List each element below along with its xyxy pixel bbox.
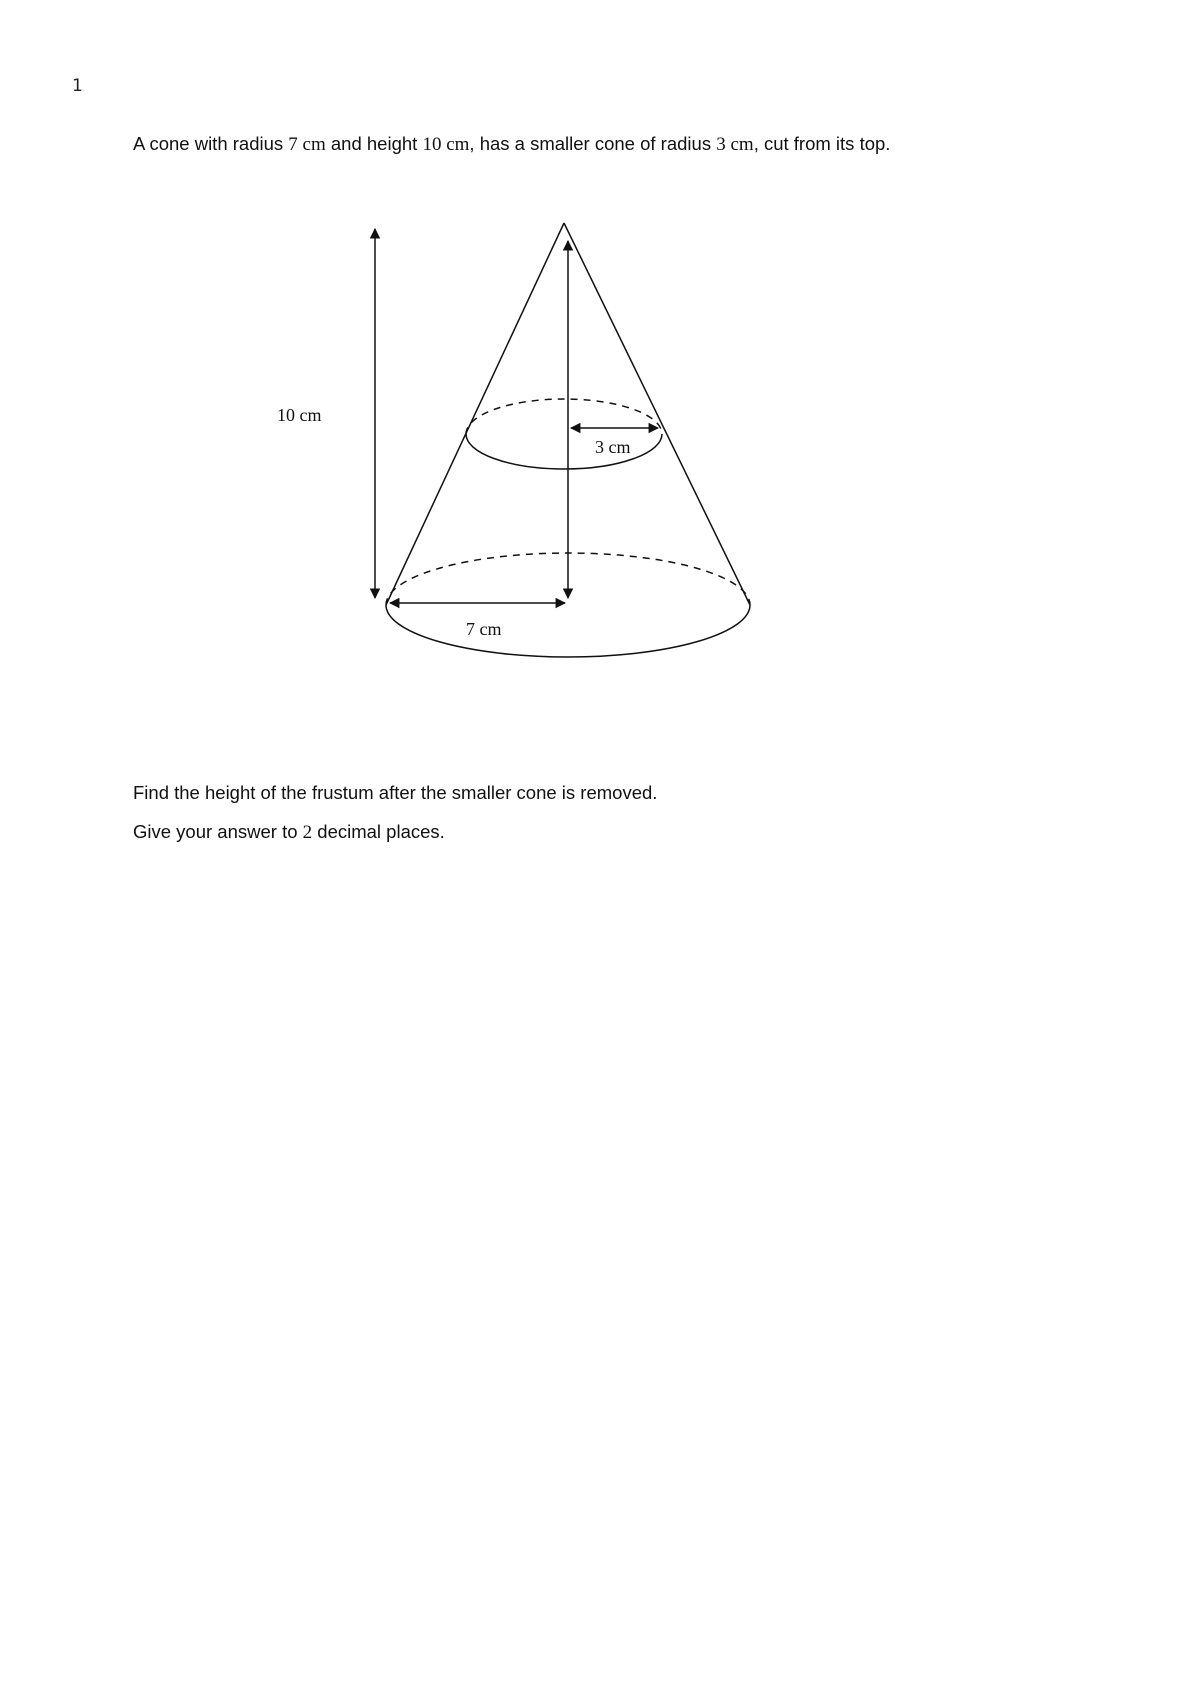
intro-text-1: A cone with radius	[133, 133, 289, 154]
cut-front-solid	[466, 434, 662, 469]
give-text-suffix: decimal places.	[312, 821, 445, 842]
intro-height: 10 cm	[422, 134, 470, 155]
height-label: 10 cm	[277, 405, 322, 425]
intro-text-3: , has a smaller cone of radius	[469, 133, 717, 154]
intro-radius-large: 7 cm	[288, 134, 326, 155]
intro-text-2: and height	[325, 133, 423, 154]
find-instruction: Find the height of the frustum after the smaller cone is removed.	[133, 782, 658, 803]
give-decimals: 2	[302, 822, 313, 843]
cone-left-edge	[386, 223, 564, 605]
large-radius-label: 7 cm	[466, 619, 502, 639]
base-front-solid	[386, 605, 750, 657]
cone-diagram-svg	[240, 205, 800, 675]
give-instruction	[133, 820, 445, 844]
small-radius-label: 3 cm	[595, 437, 631, 457]
cone-right-edge	[564, 223, 750, 605]
intro-radius-small: 3 cm	[716, 134, 754, 155]
cone-diagram	[240, 205, 800, 675]
question-number: 1	[72, 76, 83, 96]
question-intro	[133, 132, 913, 156]
intro-text-4: , cut from its top.	[753, 133, 891, 154]
give-text-prefix: Give your answer to	[133, 821, 303, 842]
